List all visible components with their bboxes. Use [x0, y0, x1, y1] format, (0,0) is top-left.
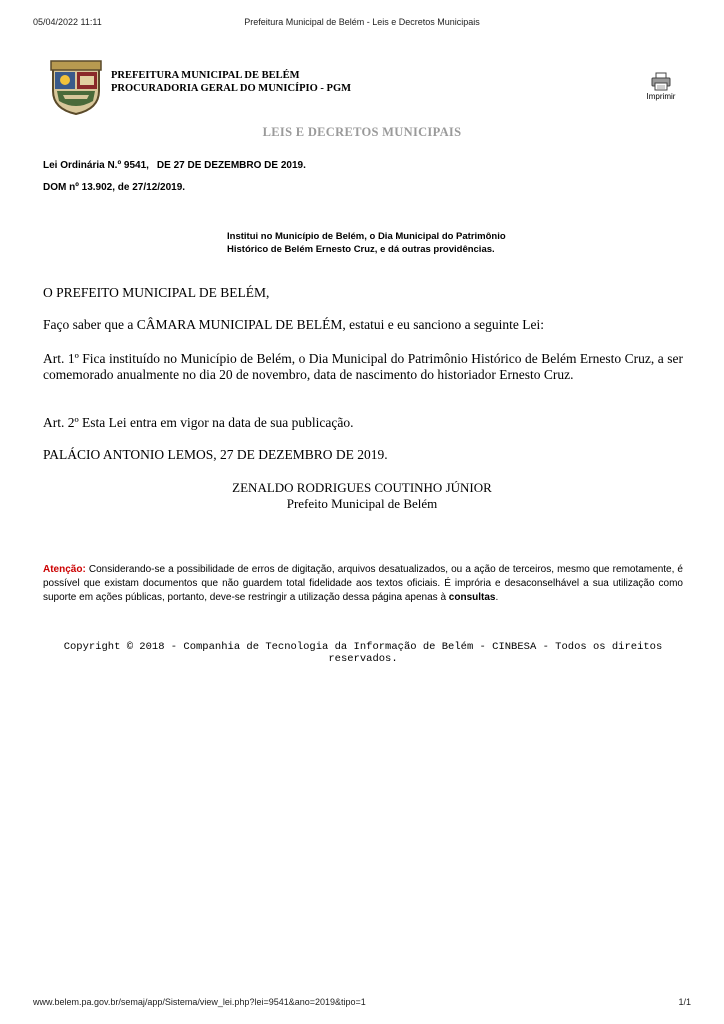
- print-page-title: Prefeitura Municipal de Belém - Leis e Decretos Municipais: [244, 17, 480, 27]
- page-url: www.belem.pa.gov.br/semaj/app/Sistema/view_lei.php?lei=9541&ano=2019&tipo=1: [33, 997, 366, 1007]
- print-label: Imprimir: [646, 92, 676, 101]
- disclaimer-end: .: [495, 592, 499, 603]
- body-paragraph-2: Faço saber que a CÂMARA MUNICIPAL DE BELÉM, estatui e eu sanciono a seguinte Lei:: [43, 317, 545, 332]
- city-crest-icon: [49, 59, 103, 115]
- article-1: Art. 1º Fica instituído no Município de Belém, o Dia Municipal do Patrimônio Histórico de Belém Ernesto Cruz, a ser comemorado anualmente no dia 20 de novembro, data de nascimento do historiador Ernesto Cruz.: [43, 351, 683, 382]
- signatory-name: ZENALDO RODRIGUES COUTINHO JÚNIOR: [232, 480, 492, 495]
- law-number-line: [43, 160, 306, 171]
- org-department: PROCURADORIA GERAL DO MUNICÍPIO - PGM: [111, 83, 352, 94]
- attention-label: Atenção:: [43, 564, 86, 575]
- place-date-line: PALÁCIO ANTONIO LEMOS, 27 DE DEZEMBRO DE 2019.: [43, 447, 388, 462]
- organization-header: [111, 69, 351, 95]
- printer-icon: [651, 72, 671, 91]
- body-paragraph-1: O PREFEITO MUNICIPAL DE BELÉM,: [43, 285, 270, 300]
- disclaimer: [43, 563, 683, 605]
- org-name: PREFEITURA MUNICIPAL DE BELÉM: [111, 70, 300, 81]
- print-datetime: 05/04/2022 11:11: [33, 17, 102, 27]
- law-ementa: Institui no Município de Belém, o Dia Municipal do Patrimônio Histórico de Belém Ernesto Cruz, e dá outras providências.: [227, 231, 506, 255]
- dom-reference: DOM nº 13.902, de 27/12/2019.: [43, 182, 186, 193]
- law-number: Lei Ordinária N.º 9541,: [43, 160, 149, 171]
- copyright: Copyright © 2018 - Companhia de Tecnologia da Informação de Belém - CINBESA - Todos os direitos reservados.: [63, 641, 663, 665]
- disclaimer-text: Considerando-se a possibilidade de erros de digitação, arquivos desatualizados, ou a ação de terceiros, mesmo que remotamente, é possível que existam documentos que não guardem total fidelidade aos textos oficiais. É imprória e desaconselhável a sua utilização como suporte em ações públicas, portanto, deve-se restringir a utilização dessa página apenas à: [43, 564, 683, 603]
- page-number: 1/1: [678, 997, 691, 1007]
- article-2: Art. 2º Esta Lei entra em vigor na data de sua publicação.: [43, 415, 354, 430]
- section-title: LEIS E DECRETOS MUNICIPAIS: [262, 125, 462, 139]
- signature-block: [0, 480, 724, 512]
- law-date: DE 27 DE DEZEMBRO DE 2019.: [156, 160, 306, 171]
- signatory-role: Prefeito Municipal de Belém: [286, 496, 438, 511]
- print-button[interactable]: [639, 72, 683, 101]
- disclaimer-emphasis: consultas: [448, 592, 496, 603]
